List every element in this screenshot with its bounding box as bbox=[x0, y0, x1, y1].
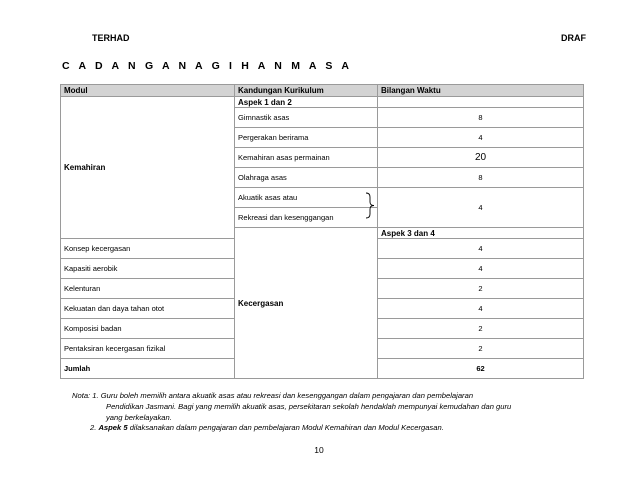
page-number: 10 bbox=[314, 445, 324, 455]
item-value: 8 bbox=[378, 108, 584, 128]
item-label-rekreasi: Rekreasi dan kesenggangan bbox=[235, 208, 378, 228]
jumlah-label: Jumlah bbox=[61, 359, 235, 379]
item-value: 4 bbox=[378, 239, 584, 259]
item-label: Komposisi badan bbox=[61, 319, 235, 339]
item-label: Pentaksiran kecergasan fizikal bbox=[61, 339, 235, 359]
item-label: Kelenturan bbox=[61, 279, 235, 299]
note-number: 2. bbox=[90, 423, 99, 433]
modul-kemahiran: Kemahiran bbox=[61, 97, 235, 239]
item-value-akuatik-rekreasi: 4 bbox=[378, 188, 584, 228]
note-line: Pendidikan Jasmani. Bagi yang memilih akuatik asas, persekitaran sekolah hendaklah mempunyai kemudahan dan guru bbox=[106, 401, 512, 411]
page-title: C A D A N G A N A G I H A N M A S A bbox=[62, 60, 353, 72]
header-kandungan: Kandungan Kurikulum bbox=[235, 85, 378, 97]
table-header-row bbox=[61, 85, 584, 97]
item-value: 4 bbox=[378, 259, 584, 279]
item-label: Kemahiran asas permainan bbox=[235, 148, 378, 168]
note-line: Nota: 1. Guru boleh memilih antara akuatik asas atau rekreasi dan kesenggangan dalam pengajaran dan pembelajaran bbox=[72, 391, 474, 400]
aspek-heading: Aspek 3 dan 4 bbox=[378, 228, 584, 239]
header-draft-label: DRAF bbox=[561, 33, 586, 43]
item-value: 20 bbox=[378, 148, 584, 168]
note-line bbox=[72, 423, 592, 434]
modul-kecergasan: Kecergasan bbox=[235, 228, 378, 379]
item-label-akuatik: Akuatik asas atau bbox=[235, 188, 378, 208]
item-label: Gimnastik asas bbox=[235, 108, 378, 128]
item-value: 2 bbox=[378, 339, 584, 359]
header-bilangan-waktu: Bilangan Waktu bbox=[378, 85, 584, 97]
right-brace-icon bbox=[365, 192, 375, 219]
item-value: 2 bbox=[378, 319, 584, 339]
table-row bbox=[61, 97, 584, 108]
item-label: Konsep kecergasan bbox=[61, 239, 235, 259]
item-label: Pergerakan berirama bbox=[235, 128, 378, 148]
header-modul: Modul bbox=[61, 85, 235, 97]
aspek-heading: Aspek 1 dan 2 bbox=[235, 97, 378, 108]
item-label: Kapasiti aerobik bbox=[61, 259, 235, 279]
item-label: Kekuatan dan daya tahan otot bbox=[61, 299, 235, 319]
jumlah-value: 62 bbox=[378, 359, 584, 379]
item-value: 4 bbox=[378, 299, 584, 319]
item-value: 8 bbox=[378, 168, 584, 188]
note-line: yang berkelayakan. bbox=[106, 412, 172, 422]
item-value: 4 bbox=[378, 128, 584, 148]
notes-section bbox=[72, 391, 592, 434]
time-allocation-table bbox=[60, 84, 584, 379]
note-emphasis: Aspek 5 bbox=[98, 423, 128, 433]
item-label: Olahraga asas bbox=[235, 168, 378, 188]
note-text: dilaksanakan dalam pengajaran dan pembelajaran Modul Kemahiran dan Modul Kecergasan. bbox=[127, 423, 444, 433]
header-classification: TERHAD bbox=[92, 33, 130, 43]
item-value: 2 bbox=[378, 279, 584, 299]
